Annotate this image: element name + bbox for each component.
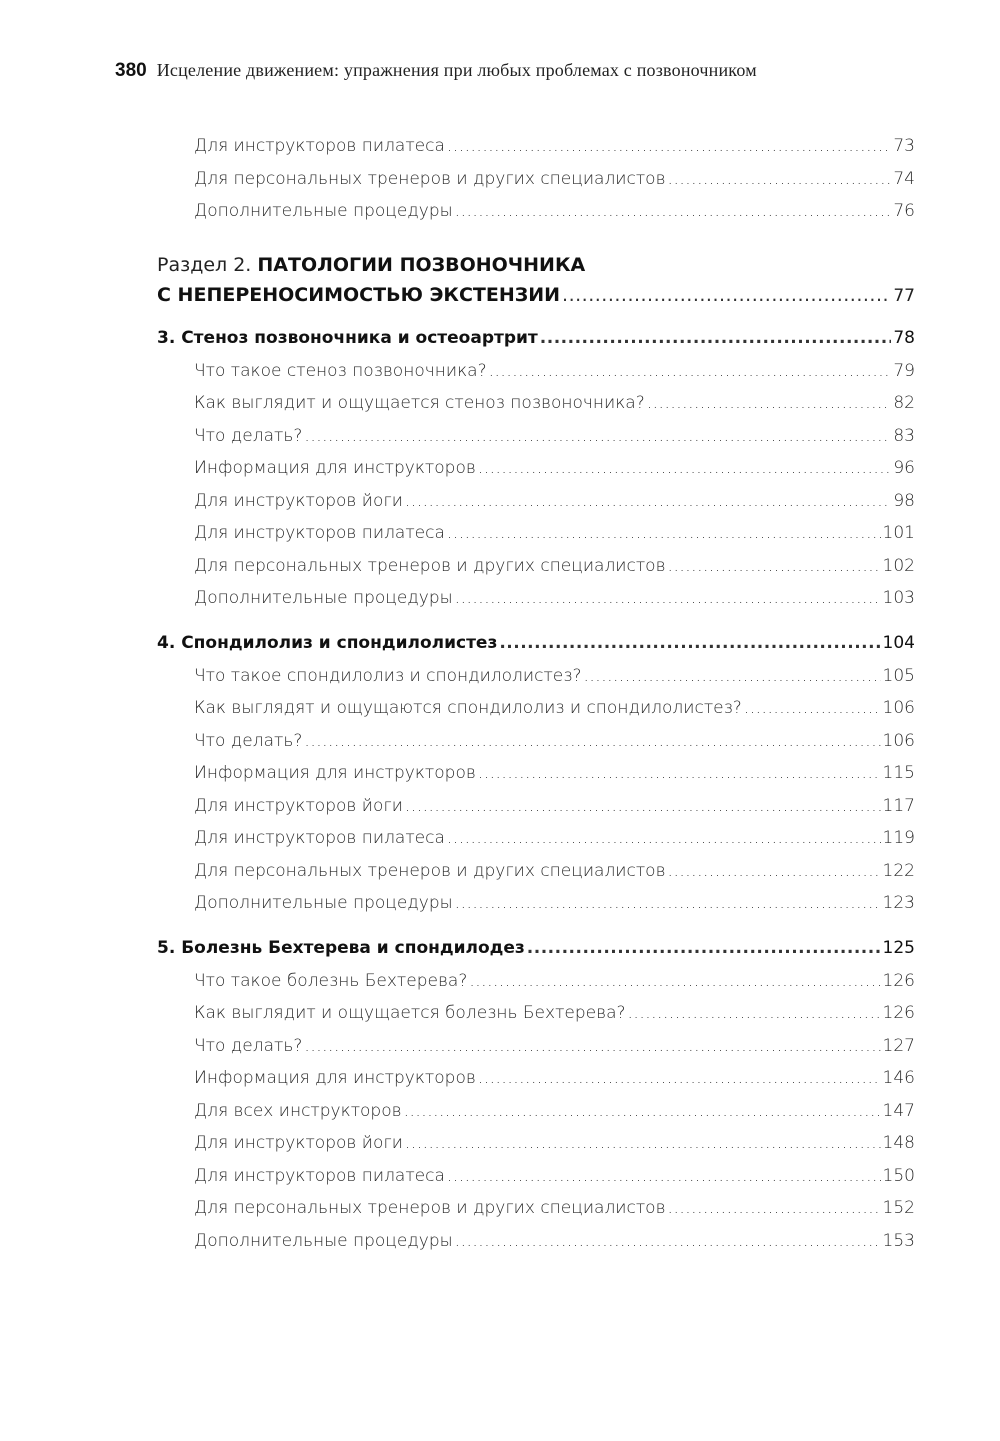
toc-entry-title: Информация для инструкторов xyxy=(194,763,476,783)
dot-leader xyxy=(469,965,880,998)
toc-entry-title: Дополнительные процедуры xyxy=(194,893,453,913)
toc-entry[interactable] xyxy=(157,1062,915,1095)
chapter-title: 5. Болезнь Бехтерева и спондилодез xyxy=(157,937,525,958)
toc-entry[interactable] xyxy=(157,387,915,420)
toc-entry[interactable] xyxy=(157,692,915,725)
table-of-contents xyxy=(157,130,915,1257)
toc-entry-title: Как выглядит и ощущается болезнь Бехтерева? xyxy=(194,1003,626,1023)
toc-entry[interactable] xyxy=(157,997,915,1030)
dot-leader xyxy=(447,822,881,855)
dot-leader xyxy=(628,997,881,1030)
toc-entry-title: Для инструкторов пилатеса xyxy=(194,136,445,156)
section-title-line2 xyxy=(157,280,915,310)
toc-entry-title: Для персональных тренеров и других специалистов xyxy=(194,860,666,881)
chapter-title: 3. Стеноз позвоночника и остеоартрит xyxy=(157,327,538,348)
toc-entry-page: 83 xyxy=(893,425,915,446)
toc-entry-title: Для инструкторов пилатеса xyxy=(194,828,445,848)
dot-leader xyxy=(583,660,880,693)
toc-entry-page: 117 xyxy=(882,795,915,816)
toc-entry[interactable] xyxy=(157,1160,915,1193)
toc-entry-title: Что делать? xyxy=(194,1035,303,1056)
toc-entry-page: 123 xyxy=(882,893,915,913)
dot-leader xyxy=(668,855,881,888)
dot-leader xyxy=(304,1030,880,1063)
toc-entry-page: 73 xyxy=(893,136,915,156)
running-header xyxy=(115,60,757,82)
section-title-1: ПАТОЛОГИИ ПОЗВОНОЧНИКА xyxy=(257,253,586,276)
toc-entry[interactable] xyxy=(157,855,915,888)
toc-entry-page: 101 xyxy=(882,523,915,543)
toc-entry-page: 126 xyxy=(882,1003,915,1023)
toc-entry-page: 147 xyxy=(882,1100,915,1121)
toc-entry-title: Что такое стеноз позвоночника? xyxy=(194,360,487,381)
dot-leader xyxy=(562,280,891,310)
toc-entry-title: Для персональных тренеров и других специалистов xyxy=(194,1198,666,1218)
book-title: Исцеление движением: упражнения при любых проблемах с позвоночником xyxy=(156,60,757,80)
toc-entry[interactable] xyxy=(157,790,915,823)
toc-entry-page: 106 xyxy=(882,730,915,751)
toc-entry[interactable] xyxy=(157,163,915,196)
toc-entry-page: 148 xyxy=(882,1133,915,1153)
toc-section[interactable] xyxy=(157,250,915,310)
dot-leader xyxy=(447,517,881,550)
dot-leader xyxy=(489,355,892,388)
toc-entry[interactable] xyxy=(157,420,915,453)
toc-entry-title: Информация для инструкторов xyxy=(194,1068,476,1088)
dot-leader xyxy=(499,626,880,660)
toc-entry-page: 146 xyxy=(882,1068,915,1088)
dot-leader xyxy=(744,692,881,725)
toc-entry[interactable] xyxy=(157,660,915,693)
dot-leader xyxy=(668,1192,881,1225)
toc-entry-title: Информация для инструкторов xyxy=(194,458,476,478)
toc-entry[interactable] xyxy=(157,355,915,388)
chapter-title: 4. Спондилолиз и спондилолистез xyxy=(157,632,498,653)
toc-entry[interactable] xyxy=(157,517,915,550)
toc-entry-page: 150 xyxy=(882,1165,915,1186)
page-number: 380 xyxy=(115,60,147,81)
toc-entry-title: Дополнительные процедуры xyxy=(194,588,453,608)
toc-entry-title: Дополнительные процедуры xyxy=(194,201,453,221)
dot-leader xyxy=(455,1225,881,1258)
toc-entry-title: Для всех инструкторов xyxy=(194,1100,402,1121)
toc-entry-page: 152 xyxy=(882,1198,915,1218)
toc-entry-title: Для инструкторов йоги xyxy=(194,490,403,511)
section-title-line1 xyxy=(157,250,915,280)
toc-entry-title: Для инструкторов йоги xyxy=(194,795,403,816)
dot-leader xyxy=(478,757,881,790)
toc-entry[interactable] xyxy=(157,1192,915,1225)
dot-leader xyxy=(478,452,892,485)
toc-entry-title: Для инструкторов пилатеса xyxy=(194,523,445,543)
toc-entry[interactable] xyxy=(157,452,915,485)
section-page: 77 xyxy=(893,285,915,306)
section-title-2: С НЕПЕРЕНОСИМОСТЬЮ ЭКСТЕНЗИИ xyxy=(157,283,561,306)
toc-entry-page: 106 xyxy=(882,698,915,718)
toc-entry-page: 119 xyxy=(882,828,915,848)
toc-entry-page: 103 xyxy=(882,588,915,608)
chapter-page: 104 xyxy=(882,632,915,653)
toc-entry[interactable] xyxy=(157,725,915,758)
toc-chapter[interactable] xyxy=(157,931,915,965)
toc-entry-page: 74 xyxy=(893,168,915,189)
toc-entry-title: Дополнительные процедуры xyxy=(194,1230,453,1251)
toc-entry[interactable] xyxy=(157,582,915,615)
toc-entry-page: 96 xyxy=(893,458,915,478)
toc-entry-title: Для инструкторов йоги xyxy=(194,1133,403,1153)
toc-entry[interactable] xyxy=(157,1127,915,1160)
dot-leader xyxy=(405,790,881,823)
toc-entry[interactable] xyxy=(157,550,915,583)
toc-entry[interactable] xyxy=(157,130,915,163)
chapter-page: 125 xyxy=(882,937,915,958)
chapter-page: 78 xyxy=(893,327,915,348)
dot-leader xyxy=(455,582,881,615)
toc-entry-title: Для персональных тренеров и других специалистов xyxy=(194,555,666,576)
toc-entry-title: Что делать? xyxy=(194,425,303,446)
dot-leader xyxy=(668,163,892,196)
toc-entry-page: 126 xyxy=(882,970,915,991)
toc-entry[interactable] xyxy=(157,757,915,790)
dot-leader xyxy=(478,1062,881,1095)
section-prefix: Раздел 2. xyxy=(157,253,252,276)
toc-entry-page: 105 xyxy=(882,665,915,686)
toc-chapter[interactable] xyxy=(157,626,915,660)
toc-entry-page: 79 xyxy=(893,360,915,381)
toc-entry-title: Что делать? xyxy=(194,730,303,751)
dot-leader xyxy=(447,130,891,163)
toc-entry[interactable] xyxy=(157,1095,915,1128)
toc-entry-title: Как выглядят и ощущаются спондилолиз и спондилолистез? xyxy=(194,698,742,718)
toc-entry-page: 153 xyxy=(882,1230,915,1251)
dot-leader xyxy=(447,1160,881,1193)
dot-leader xyxy=(405,1127,881,1160)
dot-leader xyxy=(455,195,892,228)
dot-leader xyxy=(455,887,881,920)
dot-leader xyxy=(404,1095,881,1128)
toc-entry-page: 76 xyxy=(893,201,915,221)
dot-leader xyxy=(668,550,881,583)
toc-entry-title: Что такое спондилолиз и спондилолистез? xyxy=(194,665,582,686)
toc-entry-page: 82 xyxy=(893,393,915,413)
dot-leader xyxy=(540,321,892,355)
toc-entry[interactable] xyxy=(157,887,915,920)
dot-leader xyxy=(647,387,892,420)
dot-leader xyxy=(527,931,881,965)
toc-entry[interactable] xyxy=(157,822,915,855)
toc-entry-page: 122 xyxy=(882,860,915,881)
toc-chapter[interactable] xyxy=(157,321,915,355)
dot-leader xyxy=(304,420,891,453)
toc-entry-title: Что такое болезнь Бехтерева? xyxy=(194,970,468,991)
toc-entry[interactable] xyxy=(157,965,915,998)
toc-entry-title: Как выглядит и ощущается стеноз позвоночника? xyxy=(194,393,645,413)
toc-entry-page: 102 xyxy=(882,555,915,576)
toc-entry[interactable] xyxy=(157,195,915,228)
toc-entry-title: Для персональных тренеров и других специалистов xyxy=(194,168,666,189)
dot-leader xyxy=(304,725,880,758)
toc-entry[interactable] xyxy=(157,1225,915,1258)
toc-entry-title: Для инструкторов пилатеса xyxy=(194,1165,445,1186)
toc-entry[interactable] xyxy=(157,1030,915,1063)
toc-entry-page: 98 xyxy=(893,490,915,511)
toc-entry-page: 127 xyxy=(882,1035,915,1056)
toc-entry-page: 115 xyxy=(882,763,915,783)
dot-leader xyxy=(405,485,891,518)
toc-entry[interactable] xyxy=(157,485,915,518)
